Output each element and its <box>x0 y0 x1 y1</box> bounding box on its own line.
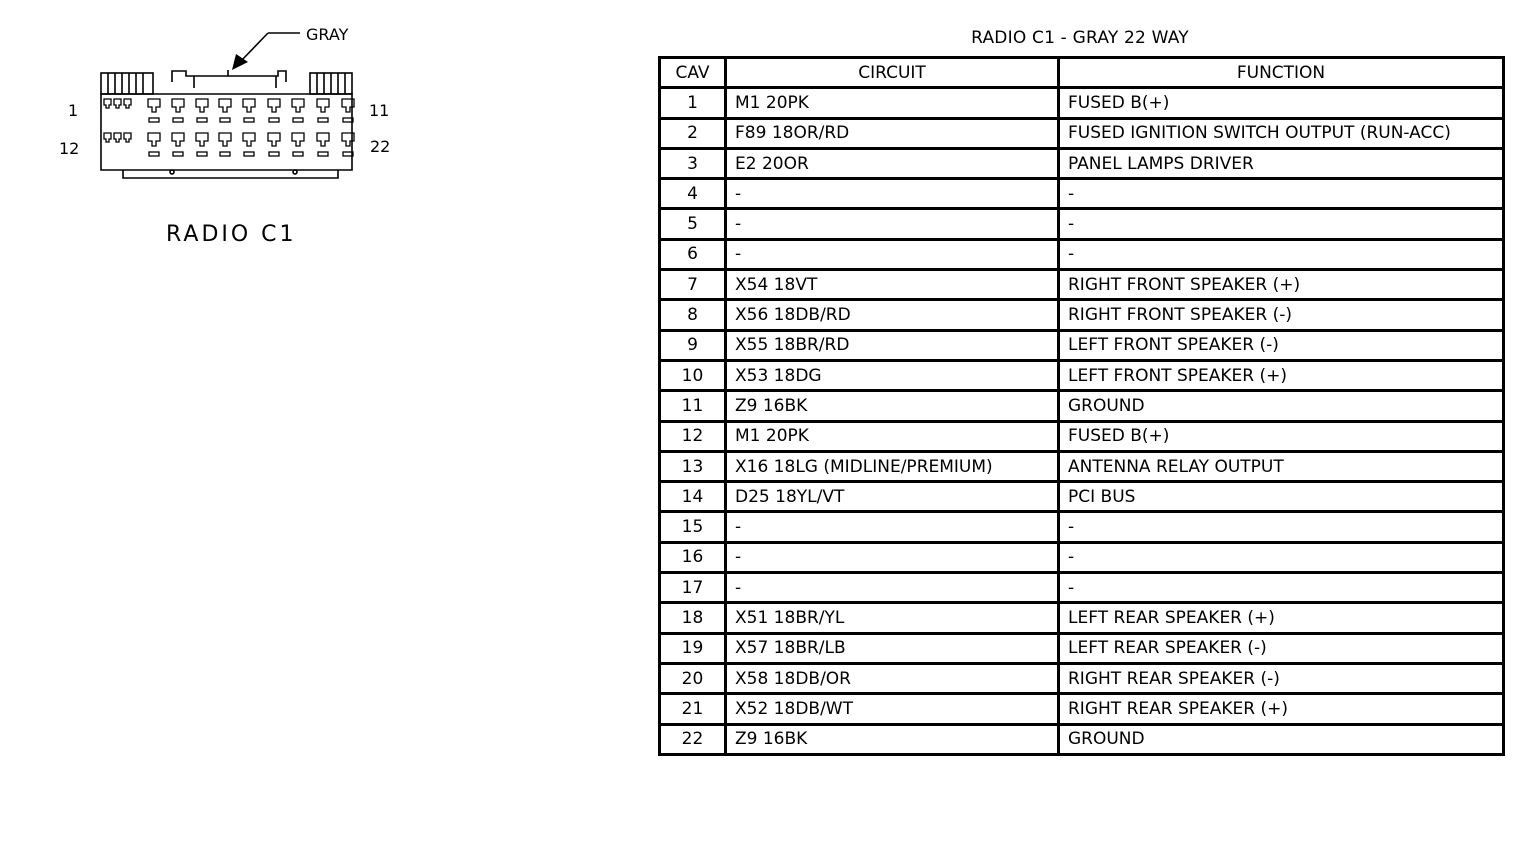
cell-cav: 5 <box>660 209 726 239</box>
cell-circuit: Z9 16BK <box>726 391 1059 421</box>
cell-function: RIGHT FRONT SPEAKER (+) <box>1059 270 1504 300</box>
cell-circuit: - <box>726 512 1059 542</box>
cell-circuit: X51 18BR/YL <box>726 603 1059 633</box>
cell-cav: 2 <box>660 118 726 148</box>
cell-cav: 9 <box>660 330 726 360</box>
cell-function: - <box>1059 209 1504 239</box>
cell-circuit: X53 18DG <box>726 360 1059 390</box>
cell-cav: 6 <box>660 239 726 269</box>
cavity <box>196 133 208 156</box>
connector-name-label: RADIO C1 <box>166 222 297 247</box>
cell-cav: 12 <box>660 421 726 451</box>
cell-circuit: M1 20PK <box>726 421 1059 451</box>
table-row <box>660 421 1504 451</box>
cell-function: RIGHT REAR SPEAKER (+) <box>1059 694 1504 724</box>
cavity <box>292 133 304 156</box>
callout-label-gray: GRAY <box>306 25 349 44</box>
table-row <box>660 391 1504 421</box>
cell-function: RIGHT REAR SPEAKER (-) <box>1059 663 1504 693</box>
cell-cav: 18 <box>660 603 726 633</box>
pin-label-12: 12 <box>59 139 80 158</box>
header-circuit: CIRCUIT <box>726 58 1059 88</box>
table-row <box>660 179 1504 209</box>
cell-function: LEFT FRONT SPEAKER (-) <box>1059 330 1504 360</box>
table-row <box>660 603 1504 633</box>
cell-function: - <box>1059 179 1504 209</box>
cavity <box>317 99 329 122</box>
cell-function: RIGHT FRONT SPEAKER (-) <box>1059 300 1504 330</box>
radio-c1-connector-diagram <box>0 0 640 300</box>
table-row <box>660 573 1504 603</box>
cell-cav: 3 <box>660 148 726 178</box>
cavity <box>104 133 111 142</box>
cavity <box>219 133 231 156</box>
cell-function: GROUND <box>1059 724 1504 754</box>
cell-function: LEFT REAR SPEAKER (+) <box>1059 603 1504 633</box>
cell-cav: 1 <box>660 88 726 118</box>
connector-base <box>123 170 338 178</box>
cavity <box>292 99 304 122</box>
cell-function: - <box>1059 512 1504 542</box>
table-row <box>660 239 1504 269</box>
table-title: RADIO C1 - GRAY 22 WAY <box>971 28 1189 48</box>
cell-cav: 21 <box>660 694 726 724</box>
pin-label-11: 11 <box>369 101 390 120</box>
cell-cav: 17 <box>660 573 726 603</box>
connector-cavities <box>104 99 354 156</box>
cell-function: - <box>1059 573 1504 603</box>
cavity <box>104 99 111 108</box>
cell-function: FUSED B(+) <box>1059 421 1504 451</box>
cell-circuit: X56 18DB/RD <box>726 300 1059 330</box>
cell-cav: 8 <box>660 300 726 330</box>
cell-function: PCI BUS <box>1059 482 1504 512</box>
table-row <box>660 330 1504 360</box>
cell-cav: 11 <box>660 391 726 421</box>
cell-circuit: - <box>726 542 1059 572</box>
cell-circuit: X58 18DB/OR <box>726 663 1059 693</box>
cell-circuit: M1 20PK <box>726 88 1059 118</box>
cavity <box>243 133 255 156</box>
table-row <box>660 663 1504 693</box>
cavity <box>114 99 121 108</box>
cavity <box>172 133 184 156</box>
cell-circuit: X54 18VT <box>726 270 1059 300</box>
cell-function: PANEL LAMPS DRIVER <box>1059 148 1504 178</box>
cell-cav: 14 <box>660 482 726 512</box>
cavity <box>317 133 329 156</box>
table-row <box>660 633 1504 663</box>
cell-function: - <box>1059 542 1504 572</box>
cell-circuit: X16 18LG (MIDLINE/PREMIUM) <box>726 451 1059 481</box>
cell-circuit: X57 18BR/LB <box>726 633 1059 663</box>
cell-function: - <box>1059 239 1504 269</box>
connector-body <box>101 94 352 170</box>
table-row <box>660 118 1504 148</box>
cavity <box>172 99 184 122</box>
header-function: FUNCTION <box>1059 58 1504 88</box>
table-row <box>660 482 1504 512</box>
cavity <box>268 133 280 156</box>
cavity <box>219 99 231 122</box>
cell-cav: 22 <box>660 724 726 754</box>
cell-circuit: - <box>726 239 1059 269</box>
cavity <box>148 99 160 122</box>
table-header-row <box>660 58 1504 88</box>
cavity <box>124 133 131 142</box>
cavity <box>243 99 255 122</box>
cell-function: ANTENNA RELAY OUTPUT <box>1059 451 1504 481</box>
cell-cav: 4 <box>660 179 726 209</box>
cell-circuit: D25 18YL/VT <box>726 482 1059 512</box>
cell-cav: 19 <box>660 633 726 663</box>
pin-label-1: 1 <box>68 101 79 120</box>
table-row <box>660 512 1504 542</box>
connector-latch <box>172 71 286 82</box>
cell-circuit: F89 18OR/RD <box>726 118 1059 148</box>
cell-circuit: X52 18DB/WT <box>726 694 1059 724</box>
cavity <box>268 99 280 122</box>
cavity <box>124 99 131 108</box>
table-row <box>660 88 1504 118</box>
cell-circuit: Z9 16BK <box>726 724 1059 754</box>
pinout-table <box>658 56 1505 756</box>
table-row <box>660 542 1504 572</box>
cavity <box>114 133 121 142</box>
table-row <box>660 300 1504 330</box>
cell-cav: 7 <box>660 270 726 300</box>
cell-cav: 20 <box>660 663 726 693</box>
cell-circuit: - <box>726 209 1059 239</box>
table-row <box>660 694 1504 724</box>
cell-circuit: X55 18BR/RD <box>726 330 1059 360</box>
table-row <box>660 451 1504 481</box>
table-row <box>660 209 1504 239</box>
cell-circuit: - <box>726 573 1059 603</box>
table-row <box>660 724 1504 754</box>
cell-function: FUSED IGNITION SWITCH OUTPUT (RUN-ACC) <box>1059 118 1504 148</box>
cell-function: LEFT FRONT SPEAKER (+) <box>1059 360 1504 390</box>
cell-cav: 10 <box>660 360 726 390</box>
pin-label-22: 22 <box>370 137 391 156</box>
table-row <box>660 148 1504 178</box>
table-row <box>660 360 1504 390</box>
cell-function: GROUND <box>1059 391 1504 421</box>
cell-cav: 15 <box>660 512 726 542</box>
cell-function: FUSED B(+) <box>1059 88 1504 118</box>
cell-function: LEFT REAR SPEAKER (-) <box>1059 633 1504 663</box>
cell-circuit: E2 20OR <box>726 148 1059 178</box>
cavity <box>148 133 160 156</box>
callout-arrow-line <box>240 33 268 62</box>
cavity <box>196 99 208 122</box>
header-cav: CAV <box>660 58 726 88</box>
cell-cav: 16 <box>660 542 726 572</box>
cell-cav: 13 <box>660 451 726 481</box>
table-row <box>660 270 1504 300</box>
cell-circuit: - <box>726 179 1059 209</box>
